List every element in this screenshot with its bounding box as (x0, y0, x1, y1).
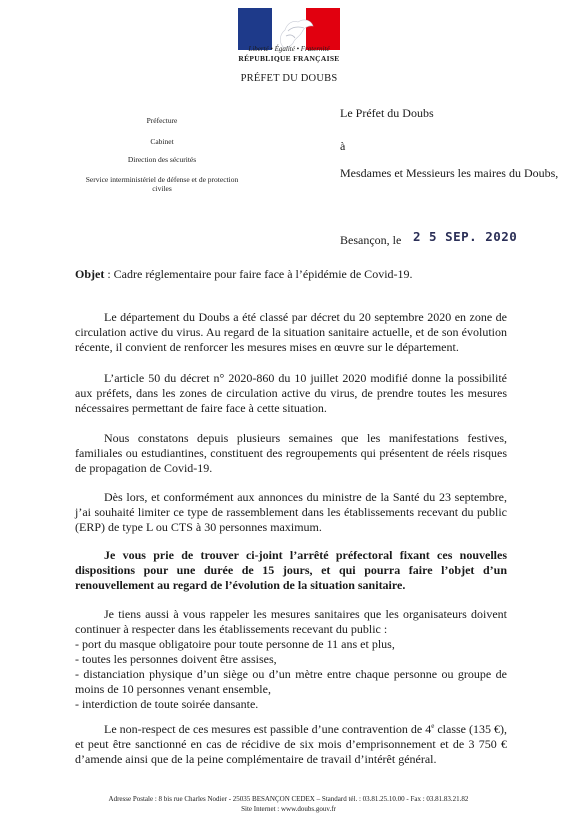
sender-service: Service interministériel de défense et de protection civiles (85, 175, 239, 193)
footer-website: Site Internet : www.doubs.gouv.fr (241, 805, 336, 813)
measure-item: - port du masque obligatoire pour toute personne de 11 ans et plus, (75, 637, 395, 651)
subject-label: Objet (75, 267, 105, 281)
subject-text: : Cadre réglementaire pour faire face à l’épidémie de Covid-19. (104, 267, 413, 281)
paragraph-decree-article: L’article 50 du décret n° 2020-860 du 10 juillet 2020 modifié donne la possibilité aux préfets, dans les zones de circulation active du virus, de prendre toutes les mesures nécessaires permettant de faire face à cette situation. (75, 371, 507, 415)
paragraph-zone-classification: Le département du Doubs a été classé par décret du 20 septembre 2020 en zone de circulation active du virus. Au regard de la situation sanitaire actuelle, et de son évolution récente, il convient de renforcer les mesures mises en œuvre sur le département. (75, 310, 507, 354)
paragraph-sanitary-measures (75, 607, 507, 712)
paragraph-erp-limit: Dès lors, et conformément aux annonces du ministre de la Santé du 23 septembre, j’ai souhaité limiter ce type de rassemblement dans les établissements recevant du public (ERP) de type L ou CTS à 30 personnes maximum. (75, 490, 507, 534)
penalty-class-superscript: e (431, 722, 435, 730)
flag-blue-band (238, 8, 272, 50)
letter-recipient: Mesdames et Messieurs les maires du Doubs, (340, 166, 559, 180)
letter-a: à (340, 139, 346, 153)
footer-address: Adresse Postale : 8 bis rue Charles Nodier - 25035 BESANÇON CEDEX – Standard tél. : 03.81.25.10.00 - Fax : 03.81.83.21.82 (108, 795, 469, 803)
measure-item: - interdiction de toute soirée dansante. (75, 697, 259, 711)
letter-subject (75, 267, 413, 282)
prefecture-heading: PRÉFET DU DOUBS (240, 73, 338, 84)
paragraph-festive-gatherings: Nous constatons depuis plusieurs semaines que les manifestations festives, familiales ou estudiantines, constituent des regroupements qui présentent de réels risques de propagation de Covid-19. (75, 431, 507, 475)
penalty-text-start: Le non-respect de ces mesures est passible d’une contravention de 4 (104, 722, 432, 736)
sender-prefecture: Préfecture (146, 116, 178, 125)
measure-item: - distanciation physique d’un siège ou d’un mètre entre chaque personne ou groupe de moins de 10 personnes venant ensemble, (75, 667, 507, 696)
paragraph-arrete-notice: Je vous prie de trouver ci-joint l’arrêté préfectoral fixant ces nouvelles dispositions pour une durée de 15 jours, et qui pourra faire l’objet d’un renouvellement au regard de l’évolution de la situation sanitaire. (75, 548, 507, 592)
republic-motto: Liberté • Égalité • Fraternité (248, 45, 330, 53)
measures-intro: Je tiens aussi à vous rappeler les mesures sanitaires que les organisateurs doivent continuer à respecter dans les établissements recevant du public : (75, 607, 507, 636)
republic-name: RÉPUBLIQUE FRANÇAISE (238, 54, 340, 63)
penalty-text-end: classe (135 €), et peut être sanctionné en cas de récidive de six mois d’emprisonnement et de 3 750 € d’amende ainsi que de la peine complémentaire de travail d’intérêt général. (75, 722, 507, 766)
paragraph-penalties (75, 722, 507, 767)
date-stamp: 2 5 SEP. 2020 (413, 229, 518, 244)
sender-direction: Direction des sécurités (127, 155, 197, 164)
date-label: Besançon, le (340, 233, 402, 247)
letter-from: Le Préfet du Doubs (340, 106, 434, 120)
flag-red-band (306, 8, 340, 50)
sender-cabinet: Cabinet (150, 137, 174, 146)
republique-francaise-logo (238, 8, 340, 50)
measure-item: - toutes les personnes doivent être assises, (75, 652, 277, 666)
